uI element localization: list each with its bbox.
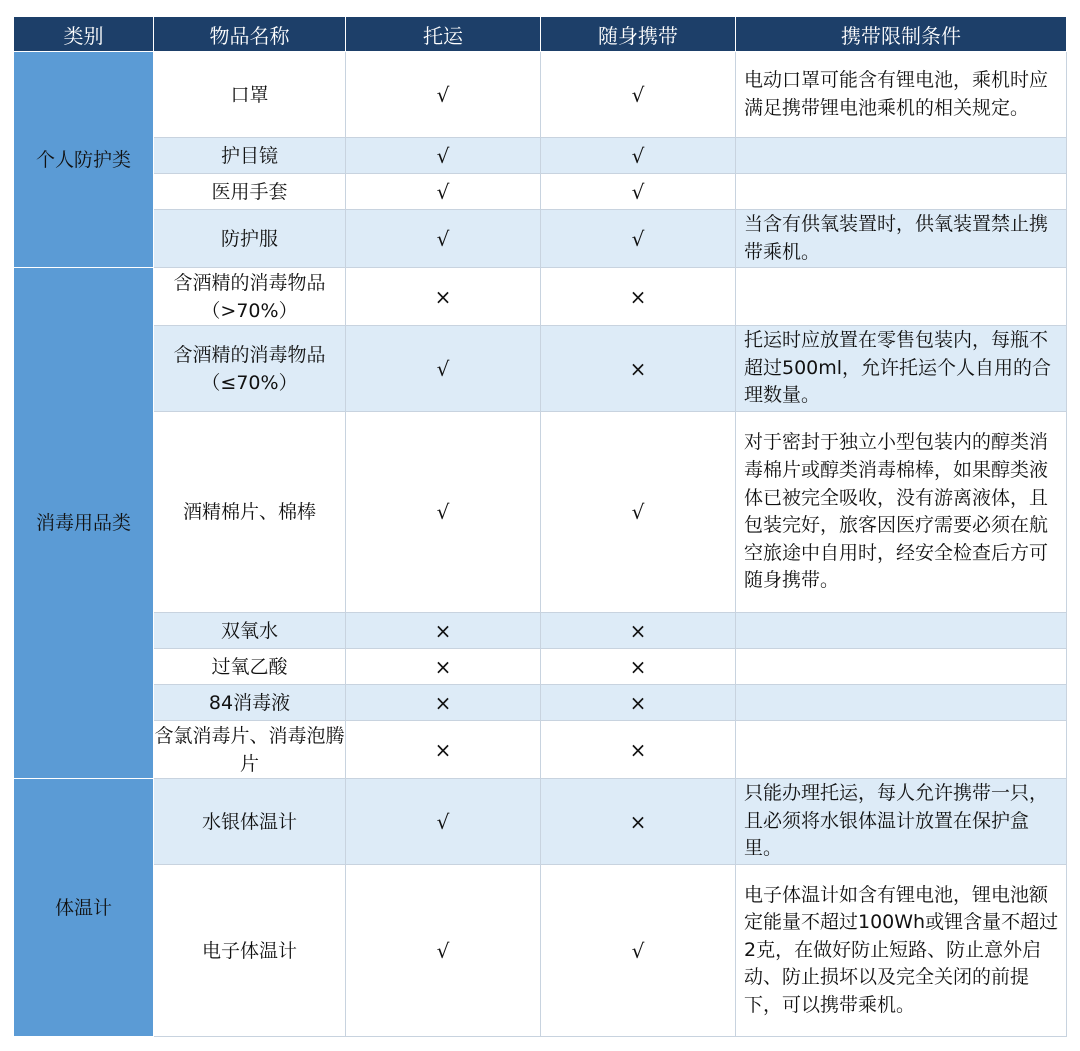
table-row [14,412,1067,613]
table-row [14,268,1067,326]
checked-mark: √ [346,779,541,865]
carry-mark: × [541,779,736,865]
carry-mark: × [541,721,736,779]
restriction-note: 只能办理托运，每人允许携带一只，且必须将水银体温计放置在保护盒里。 [736,779,1067,865]
item-name: 含酒精的消毒物品（≤70%） [154,326,346,412]
category-cell: 体温计 [14,779,154,1037]
category-cell: 个人防护类 [14,52,154,268]
item-name: 84消毒液 [154,685,346,721]
table-row [14,721,1067,779]
checked-mark: × [346,268,541,326]
carry-mark: × [541,613,736,649]
item-name: 护目镜 [154,138,346,174]
checked-mark: × [346,613,541,649]
table-row [14,649,1067,685]
restriction-note: 对于密封于独立小型包装内的醇类消毒棉片或醇类消毒棉棒，如果醇类液体已被完全吸收，没有游离液体，且包装完好，旅客因医疗需要必须在航空旅途中自用时，经安全检查后方可随身携带。 [736,412,1067,613]
checked-mark: × [346,685,541,721]
header-row [14,17,1067,52]
item-name: 防护服 [154,210,346,268]
header-item-name: 物品名称 [154,17,346,52]
checked-mark: × [346,649,541,685]
restriction-note [736,138,1067,174]
carry-mark: √ [541,412,736,613]
item-name: 含氯消毒片、消毒泡腾片 [154,721,346,779]
header-carry-on: 随身携带 [541,17,736,52]
checked-mark: √ [346,52,541,138]
table-row [14,174,1067,210]
checked-mark: × [346,721,541,779]
table-row [14,326,1067,412]
table-row [14,138,1067,174]
table-row [14,685,1067,721]
carry-mark: × [541,326,736,412]
carry-mark: √ [541,210,736,268]
table-row [14,52,1067,138]
table-row [14,779,1067,865]
checked-mark: √ [346,326,541,412]
restriction-note: 电动口罩可能含有锂电池，乘机时应满足携带锂电池乘机的相关规定。 [736,52,1067,138]
item-name: 酒精棉片、棉棒 [154,412,346,613]
carry-mark: × [541,268,736,326]
item-name: 医用手套 [154,174,346,210]
table-row [14,210,1067,268]
restriction-note [736,649,1067,685]
item-name: 过氧乙酸 [154,649,346,685]
restriction-table [13,16,1067,1037]
table-row [14,865,1067,1037]
restriction-note [736,613,1067,649]
restriction-note: 当含有供氧装置时，供氧装置禁止携带乘机。 [736,210,1067,268]
item-name: 双氧水 [154,613,346,649]
category-cell: 消毒用品类 [14,268,154,779]
checked-mark: √ [346,412,541,613]
restriction-note [736,268,1067,326]
carry-mark: × [541,649,736,685]
carry-mark: √ [541,52,736,138]
table-row [14,613,1067,649]
restriction-note: 电子体温计如含有锂电池，锂电池额定能量不超过100Wh或锂含量不超过2克，在做好防止短路、防止意外启动、防止损坏以及完全关闭的前提下，可以携带乘机。 [736,865,1067,1037]
carry-mark: √ [541,138,736,174]
carry-mark: √ [541,174,736,210]
header-checked-baggage: 托运 [346,17,541,52]
header-category: 类别 [14,17,154,52]
item-name: 含酒精的消毒物品（>70%） [154,268,346,326]
restriction-note: 托运时应放置在零售包装内，每瓶不超过500ml，允许托运个人自用的合理数量。 [736,326,1067,412]
checked-mark: √ [346,138,541,174]
carry-mark: √ [541,865,736,1037]
checked-mark: √ [346,174,541,210]
item-name: 口罩 [154,52,346,138]
header-restrictions: 携带限制条件 [736,17,1067,52]
item-name: 水银体温计 [154,779,346,865]
carry-mark: × [541,685,736,721]
restriction-note [736,174,1067,210]
restriction-note [736,721,1067,779]
checked-mark: √ [346,210,541,268]
restriction-note [736,685,1067,721]
item-name: 电子体温计 [154,865,346,1037]
checked-mark: √ [346,865,541,1037]
